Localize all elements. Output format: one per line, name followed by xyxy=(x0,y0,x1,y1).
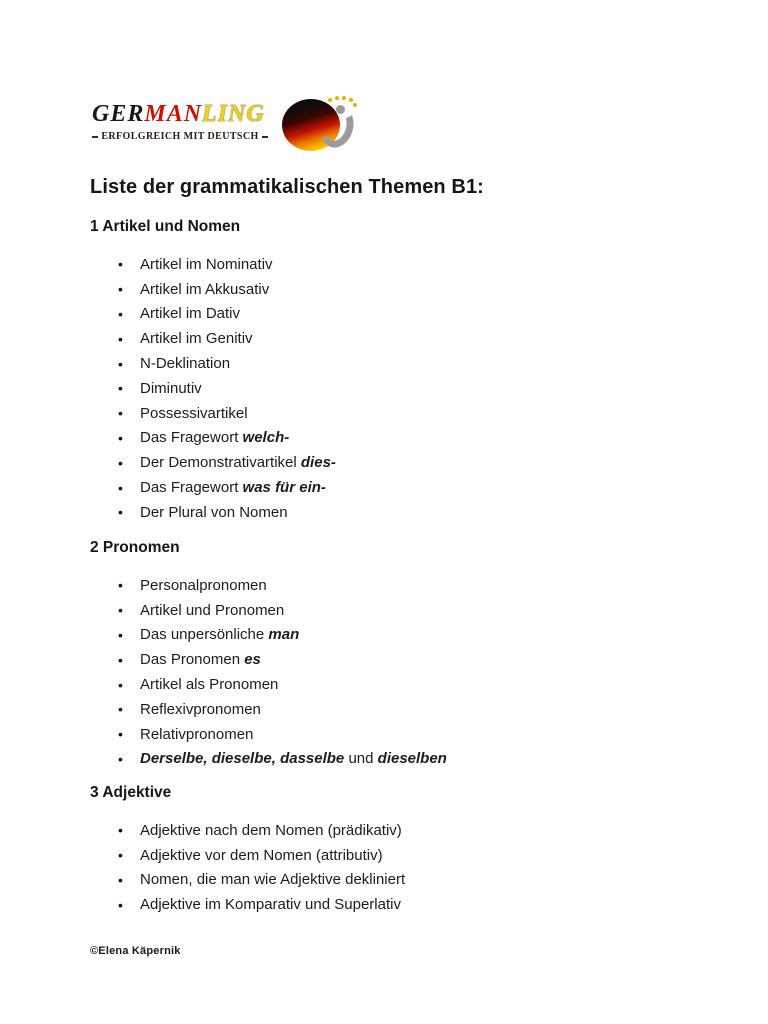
section-heading: 1 Artikel und Nomen xyxy=(90,218,241,235)
list-item xyxy=(90,747,670,772)
list-item-text: Diminutiv xyxy=(140,379,202,397)
list-item xyxy=(90,252,670,277)
gold-dot xyxy=(328,98,332,102)
list-item-text: Artikel im Akkusativ xyxy=(140,280,270,298)
bullet-icon: • xyxy=(118,405,123,422)
bullet-icon: • xyxy=(118,726,123,743)
logo-tagline-row xyxy=(92,131,268,142)
bullet-icon: • xyxy=(118,651,123,668)
list-item xyxy=(90,500,670,525)
bullet-icon: • xyxy=(118,577,123,594)
bullet-icon: • xyxy=(118,305,123,322)
list-item-text: Relativpronomen xyxy=(140,725,254,743)
page-title: Liste der grammatikalischen Themen B1: xyxy=(90,176,484,198)
list-item-text: Artikel als Pronomen xyxy=(140,676,279,694)
list-item-text: Reflexivpronomen xyxy=(140,700,261,718)
list-item-text: Artikel und Pronomen xyxy=(140,601,285,619)
list-item xyxy=(90,647,670,672)
list-item-text: Derselbe, dieselbe, dasselbe und dieselben xyxy=(140,750,447,768)
bullet-icon: • xyxy=(118,896,123,913)
bullet-icon: • xyxy=(118,871,123,888)
list-item-text: Artikel im Genitiv xyxy=(140,330,253,348)
tagline-rule-right xyxy=(262,136,268,138)
bullet-icon: • xyxy=(118,626,123,643)
list-item-text: Der Demonstrativartikel dies- xyxy=(140,454,336,472)
list-item-text: Das unpersönliche man xyxy=(140,626,300,644)
list-item xyxy=(90,623,670,648)
logo-tagline: ERFOLGREICH MIT DEUTSCH xyxy=(101,131,259,142)
list-item xyxy=(90,722,670,747)
bullet-icon: • xyxy=(118,602,123,619)
list-item xyxy=(90,868,670,893)
bullet-icon: • xyxy=(118,454,123,471)
list-item-text: Adjektive vor dem Nomen (attributiv) xyxy=(140,846,383,864)
bullet-icon: • xyxy=(118,750,123,767)
bullet-icon: • xyxy=(118,380,123,397)
germanling-logo xyxy=(92,95,358,155)
copyright-text: ©Elena Käpernik xyxy=(90,945,181,957)
list-item xyxy=(90,351,670,376)
gold-dot xyxy=(335,96,339,100)
list-item xyxy=(90,818,670,843)
logo-wordmark xyxy=(92,102,268,126)
list-item xyxy=(90,843,670,868)
german-flag-globe-icon xyxy=(282,95,358,155)
bullet-icon: • xyxy=(118,676,123,693)
list-item-text: N-Deklination xyxy=(140,355,231,373)
wordmark-segment: GER xyxy=(92,101,145,127)
bullet-icon: • xyxy=(118,504,123,521)
wordmark-segment: LING xyxy=(202,101,265,127)
bullet-list xyxy=(90,818,670,917)
list-item-text: Adjektive im Komparativ und Superlativ xyxy=(140,896,401,914)
logo-text-block xyxy=(92,102,268,142)
bullet-icon: • xyxy=(118,330,123,347)
bullet-icon: • xyxy=(118,355,123,372)
list-item-text: Personalpronomen xyxy=(140,576,267,594)
list-item xyxy=(90,573,670,598)
list-item xyxy=(90,672,670,697)
list-item-text: Das Fragewort welch- xyxy=(140,429,290,447)
list-item xyxy=(90,892,670,917)
list-item-text: Possessivartikel xyxy=(140,404,248,422)
list-item-text: Artikel im Dativ xyxy=(140,305,241,323)
bullet-icon: • xyxy=(118,479,123,496)
list-item xyxy=(90,326,670,351)
section-heading: 3 Adjektive xyxy=(90,784,172,801)
list-item xyxy=(90,302,670,327)
section-1 xyxy=(90,219,670,525)
bullet-list xyxy=(90,573,670,771)
wordmark-segment: MAN xyxy=(144,101,203,127)
list-item-text: Das Fragewort was für ein- xyxy=(140,479,326,497)
list-item xyxy=(90,426,670,451)
bullet-icon: • xyxy=(118,822,123,839)
list-item xyxy=(90,450,670,475)
bullet-list xyxy=(90,252,670,525)
bullet-icon: • xyxy=(118,847,123,864)
gold-dot xyxy=(353,103,357,107)
section-2 xyxy=(90,540,670,771)
list-item xyxy=(90,277,670,302)
gold-dot xyxy=(349,98,353,102)
bullet-icon: • xyxy=(118,429,123,446)
figure-head xyxy=(336,105,345,114)
list-item-text: Das Pronomen es xyxy=(140,651,261,669)
list-item xyxy=(90,598,670,623)
bullet-icon: • xyxy=(118,281,123,298)
list-item-text: Der Plural von Nomen xyxy=(140,503,288,521)
list-item xyxy=(90,401,670,426)
list-item-text: Adjektive nach dem Nomen (prädikativ) xyxy=(140,821,402,839)
list-item xyxy=(90,475,670,500)
list-item-text: Artikel im Nominativ xyxy=(140,255,273,273)
gold-dot xyxy=(342,96,346,100)
bullet-icon: • xyxy=(118,256,123,273)
list-item xyxy=(90,697,670,722)
list-item xyxy=(90,376,670,401)
section-3 xyxy=(90,785,670,917)
section-heading: 2 Pronomen xyxy=(90,539,180,556)
list-item-text: Nomen, die man wie Adjektive dekliniert xyxy=(140,871,406,889)
bullet-icon: • xyxy=(118,701,123,718)
